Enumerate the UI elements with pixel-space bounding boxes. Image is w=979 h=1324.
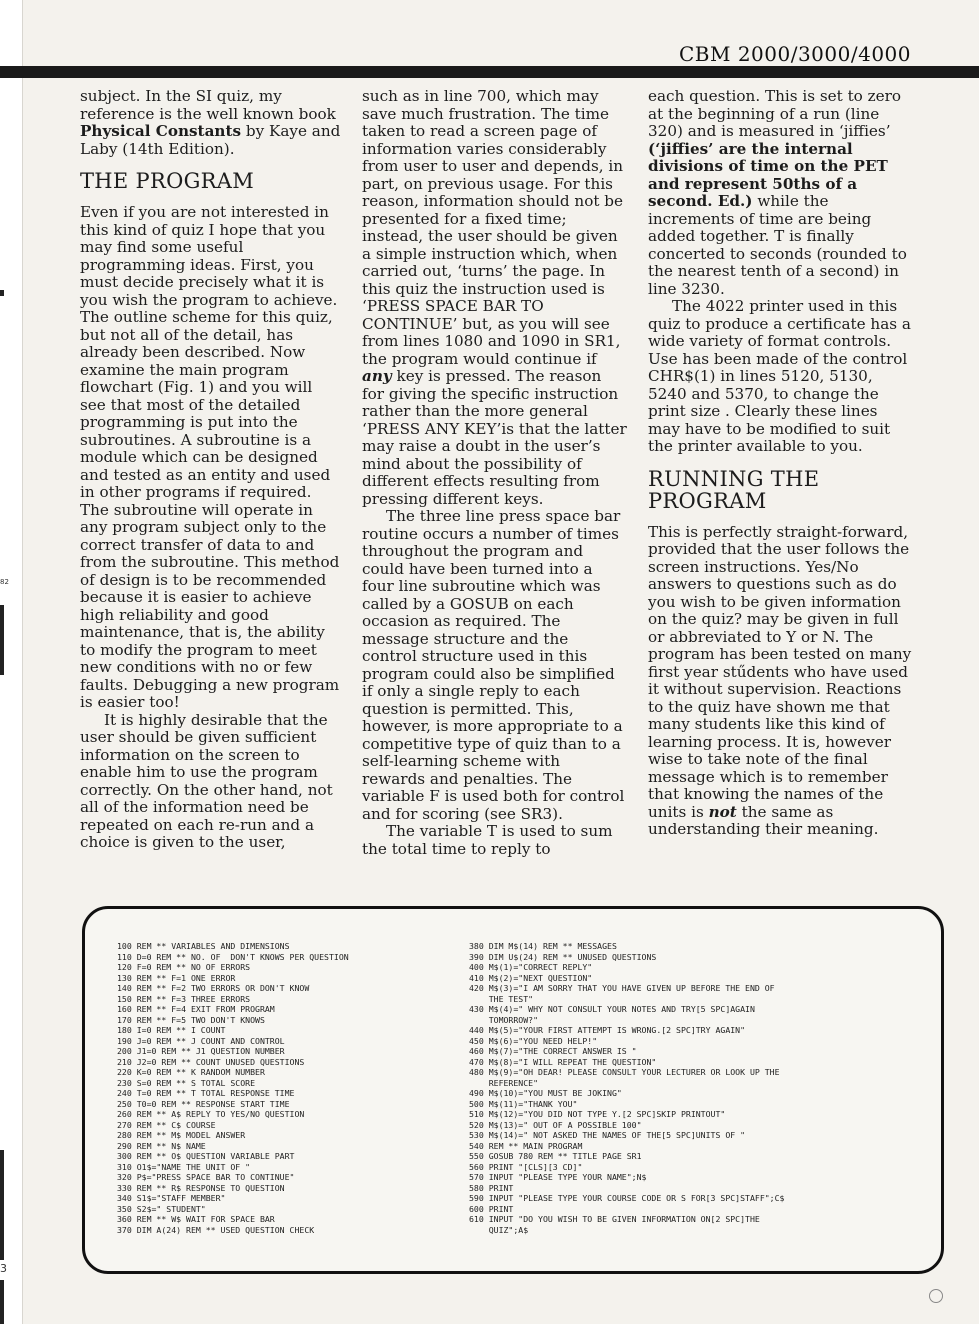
- page-number-fragment: 3: [0, 1262, 7, 1275]
- program-listing-box: [82, 906, 944, 1274]
- page-spine: [0, 0, 23, 1324]
- text-column-2: [362, 88, 627, 858]
- section-heading: RUNNING THE PROGRAM: [648, 466, 820, 513]
- paragraph: such as in line 700, which may save much frustration. The time taken to read a screen page of information varies considerably from user to user and depends, in part, on previous usage. For this reason, information should not be presented for a fixed time; instead, the user should be given a simple instruction which, when carried out, ‘turns’ the page. In this quiz the instruction used is ‘PRESS SPACE BAR TO CONTINUE’ but, as you will see from lines 1080 and 1090 in SR1, the program would continue if any key is pressed. The reason for giving the specific instruction rather than the more general ‘PRESS ANY KEY’is that the latter may raise a doubt in the user’s mind about the possibility of different effects resulting from pressing different keys.: [362, 87, 627, 508]
- spine-mark: [0, 290, 4, 296]
- editor-note: (‘jiffies’ are the internal divisions of time on the PET and represent 50ths of a second. Ed.): [648, 139, 888, 210]
- intro-paragraph: subject. In the SI quiz, my reference is the well known book Physical Constants by Kaye and Laby (14th Edition).: [80, 87, 341, 158]
- paragraph: The variable T is used to sum the total time to reply to: [362, 822, 613, 858]
- paragraph: each question. This is set to zero at the beginning of a run (line 320) and is measured in ‘jiffies’ (‘jiffies’ are the internal divisions of time on the PET and represent 50ths of a second. Ed.) while the increments of time are being added together. T is finally concerted to seconds (rounded to the nearest tenth of a second) in line 3230.: [648, 87, 907, 298]
- spine-mark: [0, 1280, 4, 1324]
- text-column-3: [648, 88, 913, 839]
- paragraph: Even if you are not interested in this kind of quiz I hope that you may find some useful programming ideas. First, you must decide precisely what it is you wish the program to achieve. The outline scheme for this quiz, but not all of the detail, has already been described. Now examine the main program flowchart (Fig. 1) and you will see that most of the detailed programming is put into the subroutines. A subroutine is a module which can be designed and tested as an entity and used in other programs if required. The subroutine will operate in any program subject only to the correct transfer of data to and from the subroutine. This method of design is to be recommended because it is easier to achieve high reliability and good maintenance, that is, the ability to modify the program to meet new conditions with no or few faults. Debugging a new program is easier too!: [80, 203, 340, 711]
- header-bar: [0, 66, 979, 78]
- book-title: Physical Constants: [80, 122, 242, 140]
- corner-circle-mark: [929, 1289, 943, 1303]
- emphasis: not: [708, 802, 737, 821]
- text-column-1: [80, 88, 342, 852]
- paragraph: It is highly desirable that the user should be given sufficient information on the screen to enable him to use the program correctly. On the other hand, not all of the information need be repeated on each re-run and a choice is given to the user,: [80, 710, 333, 851]
- section-heading: THE PROGRAM: [80, 169, 255, 193]
- paragraph: The three line press space bar routine occurs a number of times throughout the program and could have been turned into a four line subroutine which was called by a GOSUB on each occasion as required. The message structure and the control structure used in this program could also be simplified if only a single reply to each question is permitted. This, however, is more appropriate to a competitive type of quiz than to a self-learning scheme with rewards and penalties. The variable F is used both for control and for scoring (see SR3).: [362, 507, 625, 823]
- spine-mark: [0, 1150, 4, 1260]
- paragraph: This is perfectly straight-forward, provided that the user follows the screen instructions. Yes/No answers to questions such as do you wish to be given information on the quiz? may be given in full or abbreviated to Y or N. The program has been tested on many first year stűdents who have used it without supervision. Reactions to the quiz have shown me that many students like this kind of learning process. It is, however wise to take note of the final message which is to remember that knowing the names of the units is not the same as understanding their meaning.: [648, 522, 912, 838]
- listing-left-column: 100 REM ** VARIABLES AND DIMENSIONS 110 D=0 REM ** NO. OF DON'T KNOWS PER QUESTION 120 F=0 REM ** NO OF ERRORS 130 REM ** F=1 ONE ERROR 140 REM ** F=2 TWO ERRORS OR DON'T KNOW 150 REM ** F=3 THREE ERRORS 160 REM ** F=4 EXIT FROM PROGRAM 170 REM ** F=5 TWO DON'T KNOWS 180 I=0 REM ** I COUNT 190 J=0 REM ** J COUNT AND CONTROL 200 J1=0 REM ** J1 QUESTION NUMBER 210 J2=0 REM ** COUNT UNUSED QUESTIONS 220 K=0 REM ** K RANDOM NUMBER 230 S=0 REM ** S TOTAL SCORE 240 T=0 REM ** T TOTAL RESPONSE TIME 250 T0=0 REM ** RESPONSE START TIME 260 REM ** A$ REPLY TO YES/NO QUESTION 270 REM ** C$ COURSE 280 REM ** M$ MODEL ANSWER 290 REM ** N$ NAME 300 REM ** O$ QUESTION VARIABLE PART 310 O1$="NAME THE UNIT OF " 320 P$="PRESS SPACE BAR TO CONTINUE" 330 REM ** R$ RESPONSE TO QUESTION 340 S1$="STAFF MEMBER" 350 S2$=" STUDENT" 360 REM ** W$ WAIT FOR SPACE BAR 370 DIM A(24) REM ** USED QUESTION CHECK: [117, 941, 349, 1235]
- listing-right-column: 380 DIM M$(14) REM ** MESSAGES 390 DIM U$(24) REM ** UNUSED QUESTIONS 400 M$(1)="CORRECT REPLY" 410 M$(2)="NEXT QUESTION" 420 M$(3)="I AM SORRY THAT YOU HAVE GIVEN UP BEFORE THE END OF THE TEST" 430 M$(4)=" WHY NOT CONSULT YOUR NOTES AND TRY[5 SPC]AGAIN TOMORROW?" 440 M$(5)="YOUR FIRST ATTEMPT IS WRONG.[2 SPC]TRY AGAIN" 450 M$(6)="YOU NEED HELP!" 460 M$(7)="THE CORRECT ANSWER IS " 470 M$(8)="I WILL REPEAT THE QUESTION" 480 M$(9)="OH DEAR! PLEASE CONSULT YOUR LECTURER OR LOOK UP THE REFERENCE" 490 M$(10)="YOU MUST BE JOKING" 500 M$(11)="THANK YOU" 510 M$(12)="YOU DID NOT TYPE Y.[2 SPC]SKIP PRINTOUT" 520 M$(13)=" OUT OF A POSSIBLE 100" 530 M$(14)=" NOT ASKED THE NAMES OF THE[5 SPC]UNITS OF " 540 REM ** MAIN PROGRAM 550 GOSUB 780 REM ** TITLE PAGE SR1 560 PRINT "[CLS][3 CD]" 570 INPUT "PLEASE TYPE YOUR NAME";N$ 580 PRINT 590 INPUT "PLEASE TYPE YOUR COURSE CODE OR S FOR[3 SPC]STAFF";C$ 600 PRINT 610 INPUT "DO YOU WISH TO BE GIVEN INFORMATION ON[2 SPC]THE QUIZ";A$: [469, 941, 785, 1235]
- paragraph: The 4022 printer used in this quiz to produce a certificate has a wide variety of format controls. Use has been made of the control CHR$(1) in lines 5120, 5130, 5240 and 5370, to change the print size . Clearly these lines may have to be modified to suit the printer available to you.: [648, 297, 911, 455]
- side-mark: 82: [0, 578, 9, 586]
- spine-mark: [0, 605, 4, 675]
- emphasis: any: [362, 367, 392, 385]
- section-header-label: CBM 2000/3000/4000: [678, 42, 911, 66]
